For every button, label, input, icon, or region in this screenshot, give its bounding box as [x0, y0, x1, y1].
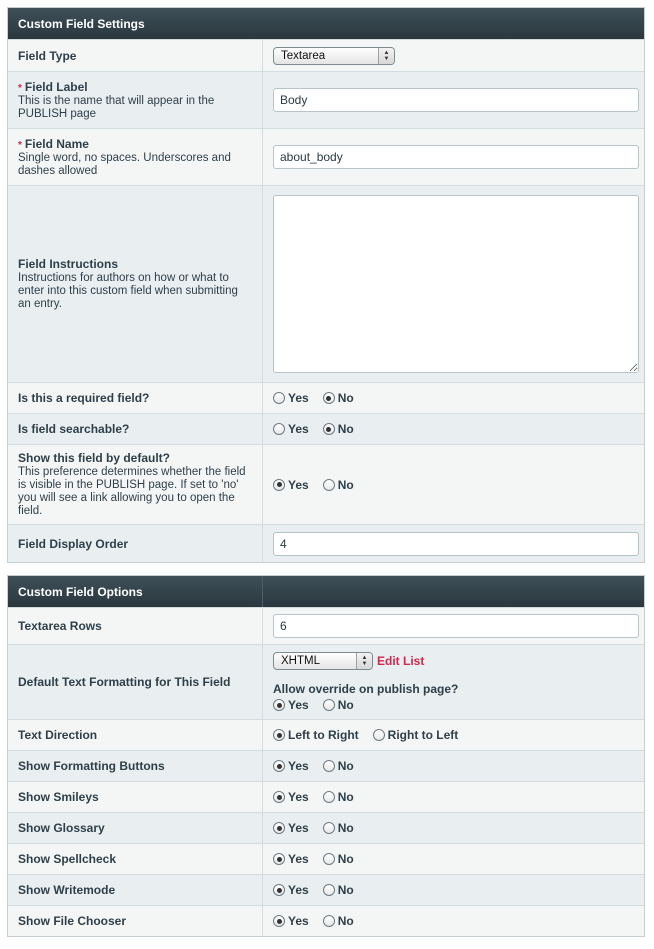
override-label: Allow override on publish page? — [273, 682, 459, 696]
show-default-yes-option[interactable]: Yes — [273, 478, 309, 492]
row-show-default — [8, 444, 644, 524]
override-yes-option[interactable]: Yes — [273, 698, 309, 712]
radio-unchecked-icon[interactable] — [323, 791, 335, 803]
row-field-type — [8, 39, 644, 71]
radio-checked-icon[interactable] — [273, 760, 285, 772]
override-radio-group — [273, 698, 458, 712]
field-label-description: This is the name that will appear in the PUBLISH page — [18, 94, 215, 120]
radio-checked-icon[interactable] — [273, 915, 285, 927]
radio-unchecked-icon[interactable] — [323, 699, 335, 711]
radio-unchecked-icon[interactable] — [323, 884, 335, 896]
textarea-rows-input[interactable] — [273, 614, 639, 638]
required-yes-option[interactable]: Yes — [273, 391, 309, 405]
field-label-label: Field Label — [24, 79, 88, 94]
writemode-label: Show Writemode — [18, 883, 116, 897]
row-display-order — [8, 524, 644, 562]
field-name-description: Single word, no spaces. Underscores and dashes allowed — [18, 151, 231, 177]
select-arrows-icon: ▲ ▼ — [356, 653, 372, 669]
radio-unchecked-icon[interactable] — [373, 729, 385, 741]
radio-checked-icon[interactable] — [273, 699, 285, 711]
options-header — [8, 576, 644, 607]
show-default-description: This preference determines whether the field is visible in the PUBLISH page. If set to 'no' you will see a link allowing you to open the field. — [18, 466, 246, 517]
field-type-select[interactable] — [273, 47, 395, 65]
radio-checked-icon[interactable] — [323, 392, 335, 404]
settings-header — [8, 8, 644, 39]
radio-unchecked-icon[interactable] — [323, 822, 335, 834]
radio-unchecked-icon[interactable] — [273, 423, 285, 435]
field-instructions-description: Instructions for authors on how or what to enter into this custom field when submitting an entry. — [18, 272, 238, 310]
row-spellcheck — [8, 843, 644, 874]
field-name-input[interactable] — [273, 145, 639, 169]
file-chooser-yes-option[interactable]: Yes — [273, 914, 309, 928]
row-searchable — [8, 413, 644, 444]
field-label-input[interactable] — [273, 88, 639, 112]
smileys-no-option[interactable]: No — [323, 790, 354, 804]
spellcheck-label: Show Spellcheck — [18, 852, 117, 866]
row-text-direction — [8, 719, 644, 750]
display-order-input[interactable] — [273, 532, 639, 556]
radio-unchecked-icon[interactable] — [323, 853, 335, 865]
row-file-chooser — [8, 905, 644, 936]
required-asterisk: * — [18, 139, 22, 151]
searchable-yes-option[interactable]: Yes — [273, 422, 309, 436]
row-field-name — [8, 128, 644, 185]
text-formatting-label: Default Text Formatting for This Field — [18, 675, 231, 689]
radio-checked-icon[interactable] — [273, 822, 285, 834]
field-name-label: Field Name — [24, 136, 89, 151]
display-order-label: Field Display Order — [18, 536, 129, 551]
glossary-yes-option[interactable]: Yes — [273, 821, 309, 835]
file-chooser-no-option[interactable]: No — [323, 914, 354, 928]
required-label: Is this a required field? — [18, 391, 150, 405]
glossary-no-option[interactable]: No — [323, 821, 354, 835]
writemode-yes-option[interactable]: Yes — [273, 883, 309, 897]
spellcheck-no-option[interactable]: No — [323, 852, 354, 866]
writemode-no-option[interactable]: No — [323, 883, 354, 897]
smileys-label: Show Smileys — [18, 790, 99, 804]
formatting-buttons-no-option[interactable]: No — [323, 759, 354, 773]
text-formatting-selected: XHTML — [281, 655, 320, 667]
required-asterisk: * — [18, 82, 22, 94]
field-instructions-textarea[interactable] — [273, 195, 639, 373]
radio-checked-icon[interactable] — [273, 791, 285, 803]
text-formatting-select[interactable] — [273, 652, 373, 670]
options-header-title: Custom Field Options — [8, 576, 263, 607]
formatting-buttons-label: Show Formatting Buttons — [18, 759, 165, 773]
file-chooser-label: Show File Chooser — [18, 914, 127, 928]
field-instructions-label: Field Instructions — [18, 257, 119, 271]
custom-field-settings-panel — [7, 7, 645, 563]
row-smileys — [8, 781, 644, 812]
field-type-label: Field Type — [18, 48, 77, 63]
show-default-label: Show this field by default? — [18, 451, 171, 465]
radio-checked-icon[interactable] — [273, 853, 285, 865]
searchable-radio-group — [273, 422, 368, 436]
custom-field-options-panel — [7, 575, 645, 937]
radio-checked-icon[interactable] — [273, 884, 285, 896]
row-writemode — [8, 874, 644, 905]
radio-unchecked-icon[interactable] — [323, 915, 335, 927]
radio-unchecked-icon[interactable] — [273, 392, 285, 404]
text-direction-radio-group — [273, 728, 472, 742]
row-field-instructions — [8, 185, 644, 382]
row-formatting-buttons — [8, 750, 644, 781]
edit-list-link[interactable]: Edit List — [377, 654, 425, 668]
required-no-option[interactable]: No — [323, 391, 354, 405]
required-radio-group — [273, 391, 368, 405]
show-default-no-option[interactable]: No — [323, 478, 354, 492]
radio-checked-icon[interactable] — [273, 729, 285, 741]
searchable-label: Is field searchable? — [18, 422, 130, 436]
row-field-label — [8, 71, 644, 128]
radio-unchecked-icon[interactable] — [323, 479, 335, 491]
row-textarea-rows — [8, 607, 644, 644]
glossary-label: Show Glossary — [18, 821, 105, 835]
smileys-yes-option[interactable]: Yes — [273, 790, 309, 804]
text-direction-label: Text Direction — [18, 728, 98, 742]
field-type-selected: Textarea — [281, 49, 326, 62]
show-default-radio-group — [273, 478, 368, 492]
settings-header-title: Custom Field Settings — [18, 16, 145, 31]
text-direction-ltr-option[interactable]: Left to Right — [273, 728, 359, 742]
row-required — [8, 382, 644, 413]
textarea-rows-label: Textarea Rows — [18, 619, 102, 633]
radio-checked-icon[interactable] — [273, 479, 285, 491]
select-arrows-icon: ▲ ▼ — [378, 48, 394, 64]
row-glossary — [8, 812, 644, 843]
radio-checked-icon[interactable] — [323, 423, 335, 435]
text-direction-rtl-option[interactable]: Right to Left — [373, 728, 459, 742]
spellcheck-yes-option[interactable]: Yes — [273, 852, 309, 866]
override-no-option[interactable]: No — [323, 698, 354, 712]
radio-unchecked-icon[interactable] — [323, 760, 335, 772]
searchable-no-option[interactable]: No — [323, 422, 354, 436]
formatting-buttons-yes-option[interactable]: Yes — [273, 759, 309, 773]
row-text-formatting — [8, 644, 644, 719]
